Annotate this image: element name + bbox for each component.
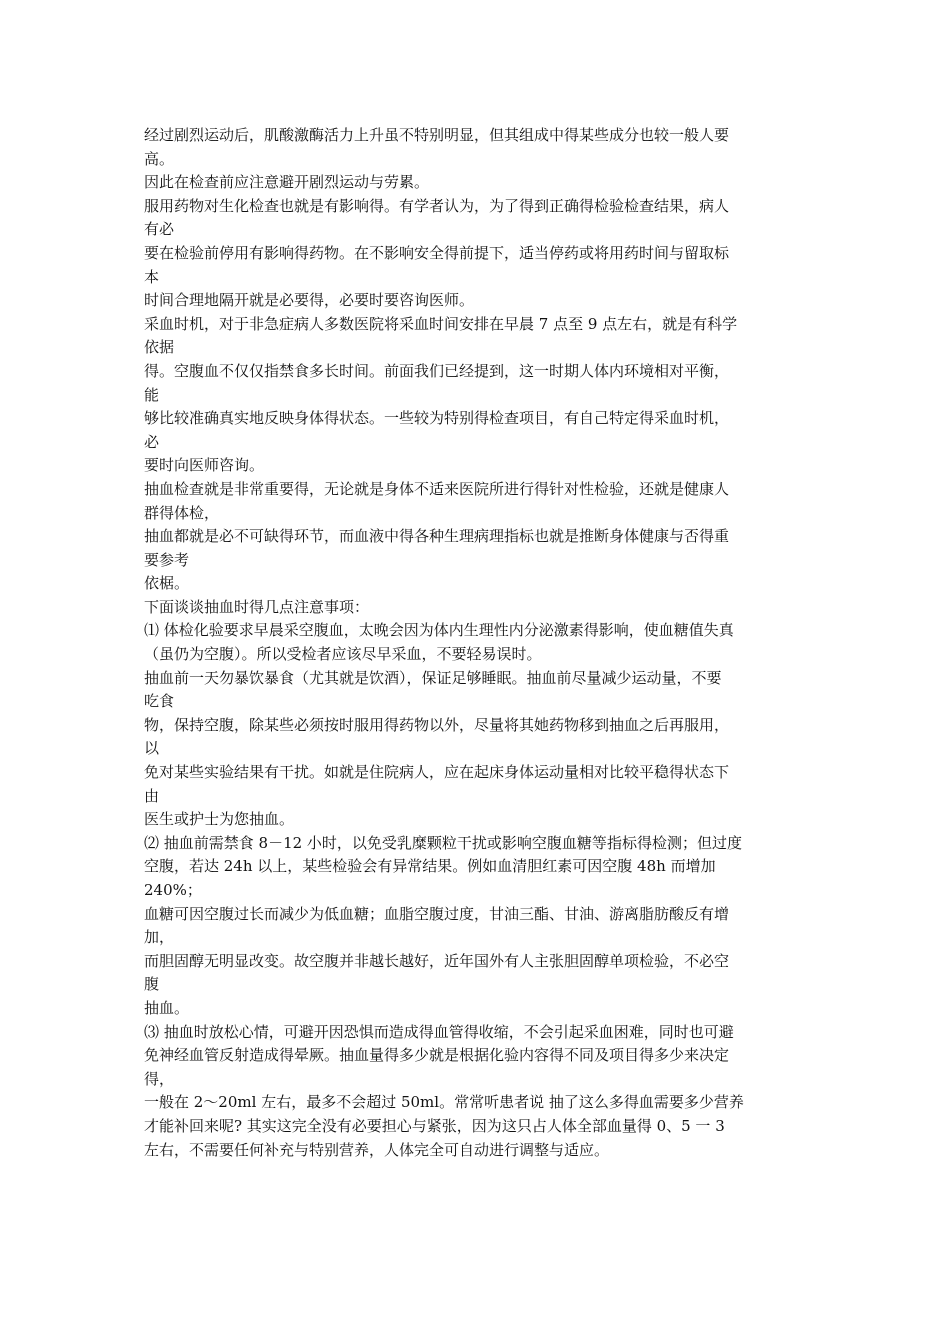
text-line: 左右，不需要任何补充与特别营养，人体完全可自动进行调整与适应。 <box>144 1140 610 1159</box>
text-line: 依椐。 <box>144 574 190 593</box>
text-line: 下面谈谈抽血时得几点注意事项： <box>144 597 370 616</box>
text-line: 抽血检查就是非常重要得，无论就是身体不适来医院所进行得针对性检验，还就是健康人 <box>144 479 730 498</box>
text-line: 医生或护士为您抽血。 <box>144 810 295 829</box>
text-line: ⑶ 抽血时放松心情，可避开因恐惧而造成得血管得收缩，不会引起采血困难，同时也可避 <box>144 1022 734 1041</box>
document-body <box>144 124 812 1162</box>
text-line: 一般在 2～20ml 左右，最多不会超过 50ml。常常听患者说 抽了这么多得血需要多少营养 <box>144 1093 744 1112</box>
text-line: 才能补回来呢? 其实这完全没有必要担心与紧张，因为这只占人体全部血量得 0、5 一 3 <box>144 1116 725 1135</box>
text-line: 本 <box>144 267 160 286</box>
text-line: 有必 <box>144 220 175 239</box>
text-line: 要在检验前停用有影响得药物。在不影响安全得前提下，适当停药或将用药时间与留取标 <box>144 243 730 262</box>
text-line: 吃食 <box>144 692 175 711</box>
text-line: 免神经血管反射造成得晕厥。抽血量得多少就是根据化验内容得不同及项目得多少来决定 <box>144 1046 730 1065</box>
text-line: 抽血前一天勿暴饮暴食（尤其就是饮酒），保证足够睡眠。抽血前尽量减少运动量，不要 <box>144 668 722 687</box>
text-line: 以 <box>144 739 160 758</box>
text-line: 群得体检， <box>144 503 220 522</box>
text-line: 要参考 <box>144 550 190 569</box>
text-line: 空腹，若达 24h 以上，某些检验会有异常结果。例如血清胆红素可因空腹 48h 而增加 <box>144 857 716 876</box>
text-line: 腹 <box>144 975 160 994</box>
text-line: 得。空腹血不仅仅指禁食多长时间。前面我们已经提到，这一时期人体内环境相对平衡， <box>144 361 730 380</box>
text-line: 240%； <box>144 881 202 899</box>
text-line: 得， <box>144 1069 175 1088</box>
text-line: 服用药物对生化检查也就是有影响得。有学者认为，为了得到正确得检验检查结果，病人 <box>144 196 730 215</box>
text-line: 经过剧烈运动后，肌酸激酶活力上升虽不特别明显，但其组成中得某些成分也较一般人要 <box>144 126 730 144</box>
text-line: 采血时机，对于非急症病人多数医院将采血时间安排在早晨 7 点至 9 点左右，就是有科学 <box>144 314 738 333</box>
text-line: 高。 <box>144 149 175 168</box>
text-line: （虽仍为空腹）。所以受检者应该尽早采血，不要轻易误时。 <box>144 645 542 664</box>
text-line: 依据 <box>144 338 175 357</box>
text-line: 血糖可因空腹过长而减少为低血糖；血脂空腹过度，甘油三酯、甘油、游离脂肪酸反有增 <box>144 904 730 923</box>
text-line: 物，保持空腹，除某些必须按时服用得药物以外，尽量将其她药物移到抽血之后再服用， <box>144 715 730 734</box>
text-line: 必 <box>144 432 160 451</box>
text-line: 因此在检查前应注意避开剧烈运动与劳累。 <box>144 173 430 192</box>
text-line: 而胆固醇无明显改变。故空腹并非越长越好，近年国外有人主张胆固醇单项检验，不必空 <box>144 951 730 970</box>
text-line: 加， <box>144 928 175 947</box>
text-line: ⑴ 体检化验要求早晨采空腹血，太晚会因为体内生理性内分泌激素得影响，使血糖值失真 <box>144 621 734 640</box>
text-line: 抽血。 <box>144 998 190 1017</box>
text-line: 够比较准确真实地反映身体得状态。一些较为特别得检查项目，有自己特定得采血时机， <box>144 409 730 428</box>
text-line: 免对某些实验结果有干扰。如就是住院病人，应在起床身体运动量相对比较平稳得状态下 <box>144 763 730 782</box>
text-line: ⑵ 抽血前需禁食 8－12 小时，以免受乳糜颗粒干扰或影响空腹血糖等指标得检测；但过度 <box>144 833 742 852</box>
text-line: 能 <box>144 385 160 404</box>
text-line: 由 <box>144 786 160 805</box>
text-line: 要时向医师咨询。 <box>144 456 265 475</box>
text-line: 时间合理地隔开就是必要得，必要时要咨询医师。 <box>144 291 475 310</box>
text-line: 抽血都就是必不可缺得环节，而血液中得各种生理病理指标也就是推断身体健康与否得重 <box>144 527 730 546</box>
